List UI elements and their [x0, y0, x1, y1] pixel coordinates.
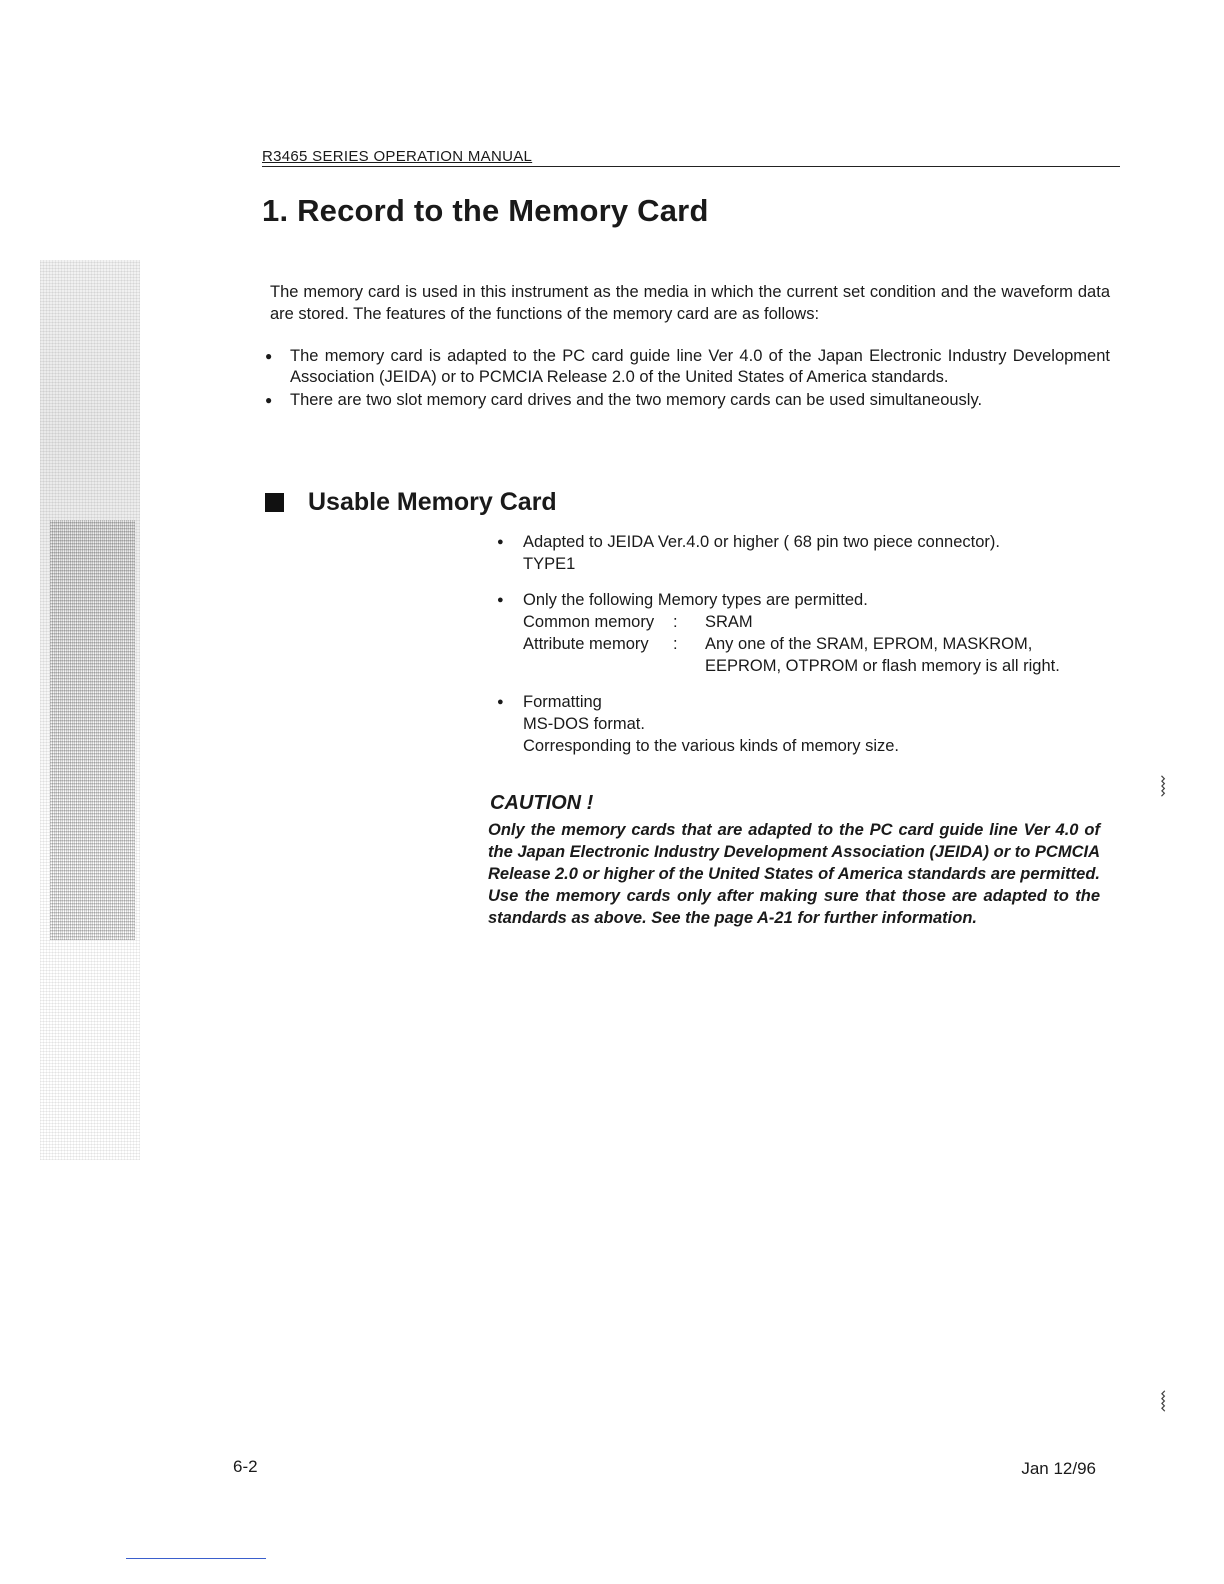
section-heading-usable-memory-card	[265, 488, 557, 517]
common-memory-value: SRAM	[705, 613, 753, 631]
black-square-bullet-icon	[265, 493, 284, 512]
common-memory-row	[523, 611, 1107, 633]
page-date: Jan 12/96	[1021, 1459, 1096, 1478]
usable-memory-card-list	[497, 531, 1107, 771]
card-type: TYPE1	[523, 555, 576, 573]
attribute-memory-label: Attribute memory	[523, 635, 649, 653]
scan-edge-dark-shading	[50, 520, 135, 940]
list-item-formatting	[497, 691, 1107, 757]
memory-types-intro: ● Only the following Memory types are permitted.	[523, 591, 868, 609]
list-item: ● There are two slot memory card drives and the two memory cards can be used simultaneously.	[265, 390, 1110, 411]
section-heading-label: Usable Memory Card	[308, 488, 557, 516]
intro-paragraph: The memory card is used in this instrument as the media in which the current set condition and the waveform data are stored. The features of the functions of the memory card are as follows:	[270, 283, 1110, 323]
caution-title: CAUTION !	[490, 792, 594, 814]
running-header	[262, 148, 1120, 167]
list-item: ● The memory card is adapted to the PC card guide line Ver 4.0 of the Japan Electronic Industry Development Association (JEIDA) or to PCMCIA Release 2.0 of the United States of America standards.	[265, 346, 1110, 388]
caution-box	[488, 792, 1100, 929]
page-title: 1. Record to the Memory Card	[262, 193, 709, 228]
colon-separator: :	[673, 635, 678, 653]
list-item-jeida	[497, 531, 1107, 575]
attribute-memory-row	[523, 633, 1107, 677]
formatting-format: MS-DOS format.	[523, 715, 645, 733]
feature-list	[265, 346, 1110, 413]
manual-title: R3465 SERIES OPERATION MANUAL	[262, 148, 533, 165]
binder-hole-mark-icon: ⧙	[1160, 1385, 1167, 1418]
binder-hole-mark-icon: ⧘	[1160, 770, 1167, 803]
formatting-label: ● Formatting	[523, 693, 602, 711]
jeida-requirement: ● Adapted to JEIDA Ver.4.0 or higher ( 68 pin two piece connector).	[523, 533, 1000, 551]
colon-separator: :	[673, 613, 678, 631]
list-item-memory-types	[497, 589, 1107, 677]
bottom-rule	[126, 1558, 266, 1559]
page-number: 6-2	[233, 1457, 258, 1476]
formatting-note: Corresponding to the various kinds of memory size.	[523, 737, 900, 755]
attribute-memory-value: Any one of the SRAM, EPROM, MASKROM, EEPROM, OTPROM or flash memory is all right.	[705, 635, 1060, 675]
common-memory-label: Common memory	[523, 613, 655, 631]
caution-body: Only the memory cards that are adapted to the PC card guide line Ver 4.0 of the Japan Electronic Industry Development Association (JEIDA) or to PCMCIA Release 2.0 or higher of the United States of America standards are permitted. Use the memory cards only after making sure that those are adapted to the standards as above. See the page A-21 for further information.	[488, 821, 1100, 927]
